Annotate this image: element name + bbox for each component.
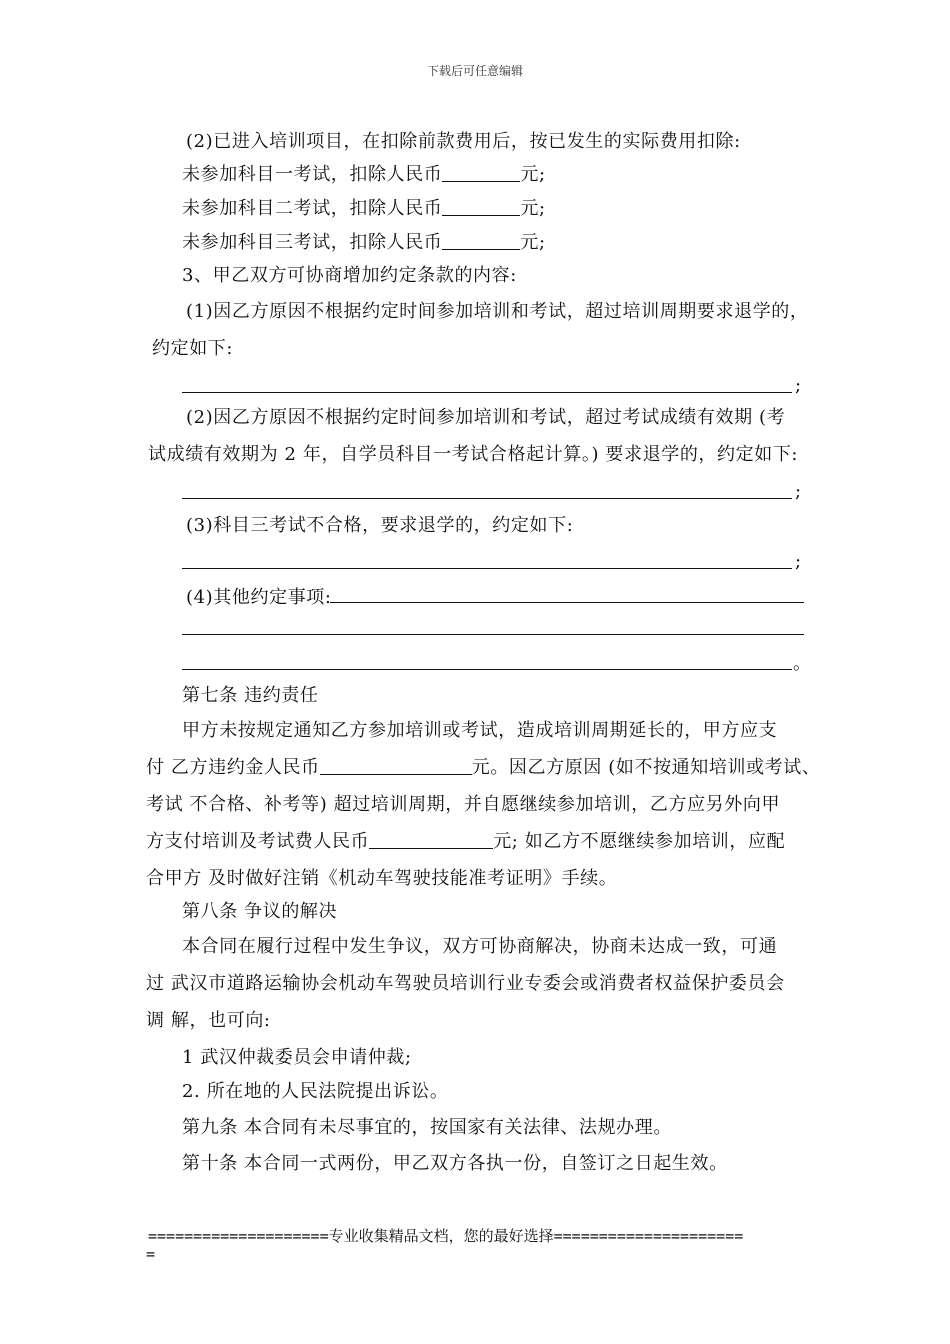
- line-end-punct: 。: [793, 653, 811, 674]
- clause-line: 试成绩有效期为 2 年，自学员科目一考试合格起计算。) 要求退学的，约定如下:: [148, 444, 799, 465]
- line-end-punct: ;: [795, 481, 802, 502]
- paragraph-line: 甲方未按规定通知乙方参加培训或考试，造成培训周期延长的，甲方应支: [182, 720, 778, 741]
- line-end-punct: ;: [795, 375, 802, 396]
- footer-banner: ====================专业收集精品文档，您的最好选择=====================: [148, 1227, 744, 1245]
- list-item: 2. 所在地的人民法院提出诉讼。: [182, 1081, 449, 1102]
- header-note: 下载后可任意编辑: [426, 64, 523, 78]
- paragraph-line: 考试 不合格、补考等) 超过培训周期，并自愿继续参加培训，乙方应另外向甲: [146, 794, 781, 815]
- paragraph-line: [146, 756, 820, 780]
- article-8-heading: 第八条 争议的解决: [182, 901, 338, 922]
- clause-line: (1)因乙方原因不根据约定时间参加培训和考试，超过培训周期要求退学的，: [186, 301, 809, 322]
- deduction-line-subject1: [182, 163, 546, 187]
- deduction-label: 未参加科目二考试，扣除人民币: [182, 198, 443, 219]
- fill-in-line: [182, 498, 792, 499]
- article-7-heading: 第七条 违约责任: [182, 685, 319, 706]
- amount-blank: [320, 756, 472, 775]
- article-10: 第十条 本合同一式两份，甲乙双方各执一份，自签订之日起生效。: [182, 1153, 728, 1174]
- deduction-label: 未参加科目三考试，扣除人民币: [182, 232, 443, 253]
- amount-blank: [442, 163, 520, 182]
- deduction-line-subject2: [182, 197, 546, 221]
- fill-in-line: [182, 634, 804, 635]
- clause-line: (2)已进入培训项目，在扣除前款费用后，按已发生的实际费用扣除:: [186, 131, 741, 152]
- paragraph-line: 调 解，也可向:: [146, 1010, 271, 1031]
- paragraph-line: 合甲方 及时做好注销《机动车驾驶技能准考证明》手续。: [146, 868, 618, 889]
- amount-blank: [442, 197, 520, 216]
- paragraph-line: [146, 830, 785, 854]
- paragraph-line: 本合同在履行过程中发生争议，双方可协商解决，协商未达成一致，可通: [182, 936, 778, 957]
- text-segment: 元。因乙方原因 (如不按通知培训或考试、: [471, 757, 821, 778]
- fill-in-line: [182, 669, 792, 670]
- unit-text: 元;: [520, 198, 546, 219]
- unit-text: 元;: [520, 232, 546, 253]
- line-end-punct: ;: [795, 551, 802, 572]
- footer-banner-tail: =: [146, 1245, 156, 1263]
- deduction-line-subject3: [182, 231, 546, 255]
- clause-line: (4)其他约定事项:: [186, 587, 332, 608]
- unit-text: 元;: [520, 164, 546, 185]
- clause-3-heading: 3、甲乙双方可协商增加约定条款的内容:: [182, 265, 517, 286]
- amount-blank: [442, 231, 520, 250]
- fill-in-line: [182, 568, 792, 569]
- clause-line: (3)科目三考试不合格，要求退学的，约定如下:: [186, 515, 574, 536]
- fill-in-line: [182, 392, 792, 393]
- text-segment: 付 乙方违约金人民币: [146, 757, 320, 778]
- fill-in-line: [330, 602, 804, 603]
- deduction-label: 未参加科目一考试，扣除人民币: [182, 164, 443, 185]
- text-segment: 方支付培训及考试费人民币: [146, 831, 370, 852]
- paragraph-line: 过 武汉市道路运输协会机动车驾驶员培训行业专委会或消费者权益保护委员会: [146, 973, 785, 994]
- clause-line: 约定如下:: [152, 338, 234, 359]
- clause-line: (2)因乙方原因不根据约定时间参加培训和考试，超过考试成绩有效期 (考: [186, 407, 786, 428]
- amount-blank: [369, 830, 493, 849]
- article-9: 第九条 本合同有未尽事宜的，按国家有关法律、法规办理。: [182, 1117, 672, 1138]
- list-item: 1 武汉仲裁委员会申请仲裁;: [182, 1047, 412, 1068]
- text-segment: 元; 如乙方不愿继续参加培训，应配: [493, 831, 786, 852]
